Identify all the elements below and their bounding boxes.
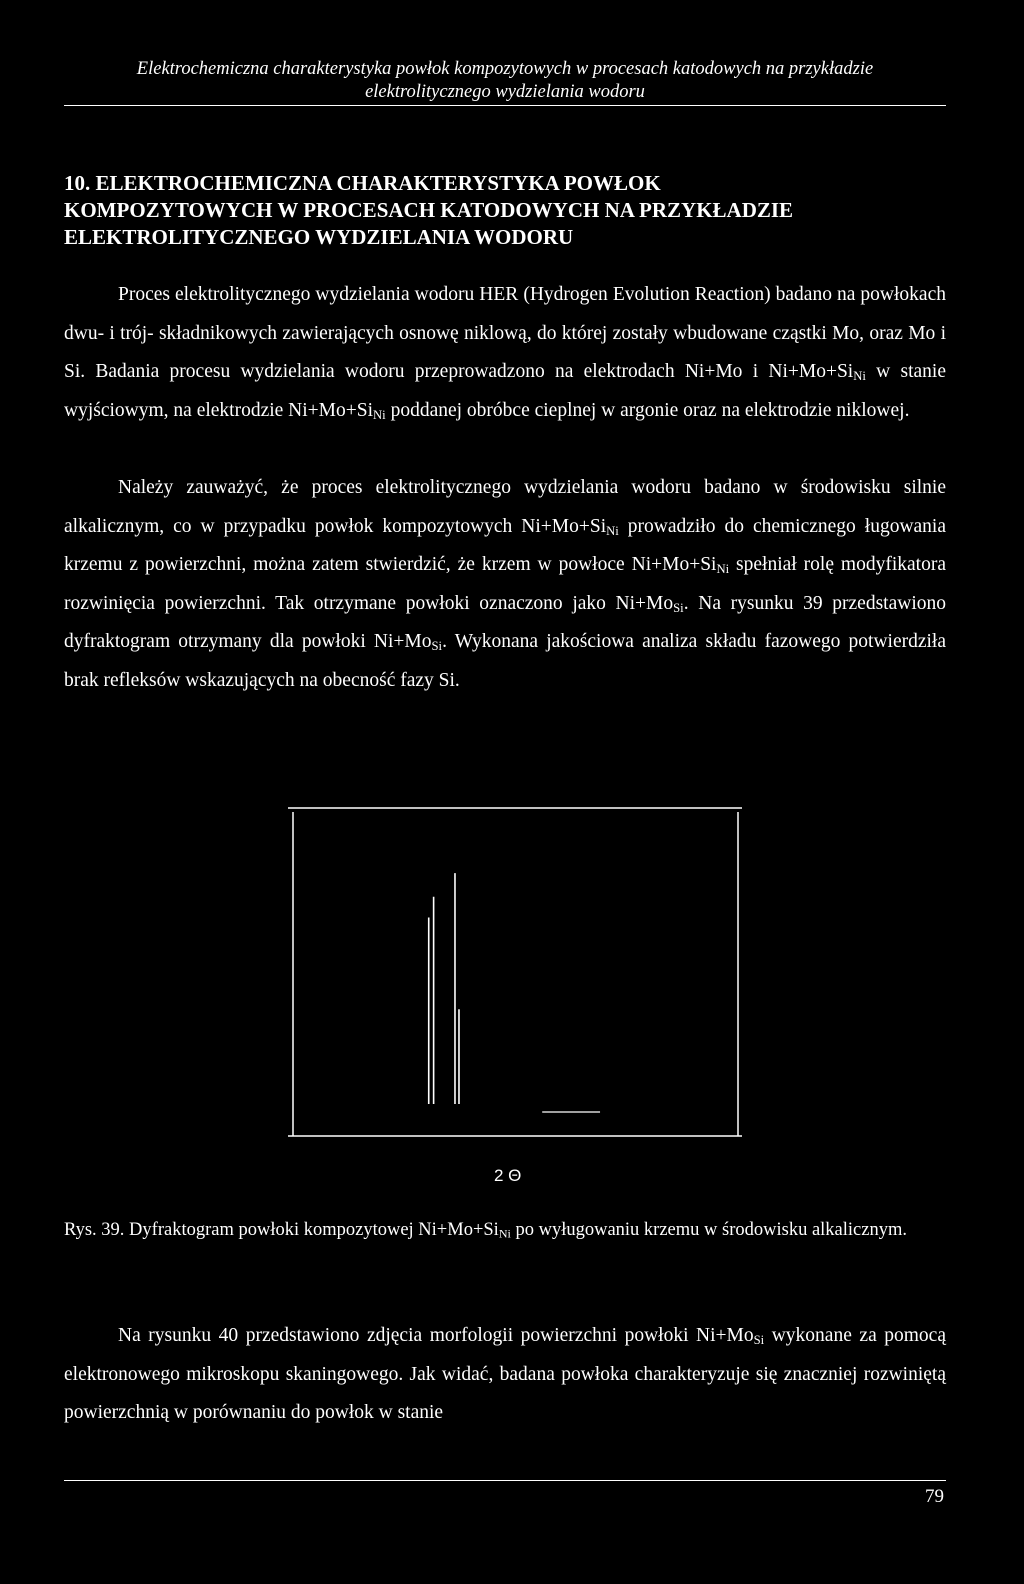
figure-caption [64, 1216, 946, 1244]
page-number: 79 [925, 1486, 944, 1507]
p2-s1: Należy zauważyć, że proces elektrolitycznego wydzielania wodoru badano w środowisku silnie alkalicznym, co w przypadku powłok kompozytowych Ni+Mo+Si [64, 477, 946, 537]
p2-sub1: Ni [606, 523, 619, 538]
running-header [64, 58, 946, 104]
p1-sub2: Ni [373, 407, 386, 422]
diffractogram-peaks [429, 873, 459, 1104]
caption-sub1: Ni [498, 1226, 511, 1241]
chapter-heading-line3: ELEKTROLITYCZNEGO WYDZIELANIA WODORU [64, 225, 574, 249]
footer-rule [64, 1480, 946, 1481]
p2-sub2: Ni [716, 561, 730, 576]
p2-s5: . Wykonana jakościowa analiza składu fazowego potwierdziła brak refleksów wskazujących na obecność fazy Si. [64, 631, 946, 691]
chapter-heading-line2: KOMPOZYTOWYCH W PROCESACH KATODOWYCH NA PRZYKŁADZIE [64, 198, 794, 222]
p1-s1: Proces elektrolitycznego wydzielania wodoru HER (Hydrogen Evolution Reaction) badano na powłokach dwu- i trój- składnikowych zawierających osnowę niklową, do której zostały wbudowane cząstki Mo, oraz Mo i Si. Badania procesu wydzielania wodoru przeprowadzono na elektrodach Ni+Mo i Ni+Mo+Si [64, 284, 946, 382]
p2-s2: prowadziło do chemicznego ługowania krzemu z powierzchni, można zatem stwierdzić, że krzem w powłoce Ni+Mo+Si [64, 515, 947, 575]
header-rule [64, 105, 946, 106]
p1-sub1: Ni [853, 368, 866, 383]
paragraph-1 [64, 276, 946, 430]
p2-sub3: Si [673, 600, 684, 615]
chapter-heading [64, 170, 954, 251]
p2-sub4: Si [431, 638, 443, 653]
caption-s1: Rys. 39. Dyfraktogram powłoki kompozytowej Ni+Mo+Si [64, 1220, 499, 1240]
chapter-heading-line1: 10. ELEKTROCHEMICZNA CHARAKTERYSTYKA POWŁOK [64, 171, 661, 195]
caption-s2: po wyługowaniu krzemu w środowisku alkalicznym. [510, 1220, 907, 1240]
p2-s3: spełniał rolę modyfikatora rozwinięcia powierzchni. Tak otrzymane powłoki oznaczono jako Ni+Mo [64, 554, 946, 614]
p1-s2: w stanie wyjściowym, na elektrodzie Ni+Mo+Si [64, 361, 946, 421]
p2-s4: . Na rysunku 39 przedstawiono dyfraktogram otrzymany dla powłoki Ni+Mo [64, 592, 946, 652]
p3-s1: Na rysunku 40 przedstawiono zdjęcia morfologii powierzchni powłoki Ni+Mo [118, 1325, 754, 1346]
running-title-line2: elektrolitycznego wydzielania wodoru [365, 82, 645, 102]
p3-sub1: Si [753, 1332, 765, 1347]
running-title-line1: Elektrochemiczna charakterystyka powłok kompozytowych w procesach katodowych na przykładzie [136, 59, 874, 79]
paragraph-2 [64, 469, 946, 700]
x-axis-label: 2 Θ [494, 1166, 522, 1185]
paragraph-3 [64, 1317, 946, 1433]
diffractogram-frame [288, 808, 742, 1136]
p1-s3: poddanej obróbce cieplnej w argonie oraz na elektrodzie niklowej. [385, 399, 910, 421]
p3-s2: wykonane za pomocą elektronowego mikroskopu skaningowego. Jak widać, badana powłoka charakteryzuje się znaczniej rozwiniętą powierzchnią w porównaniu do powłok w stanie [64, 1325, 946, 1423]
